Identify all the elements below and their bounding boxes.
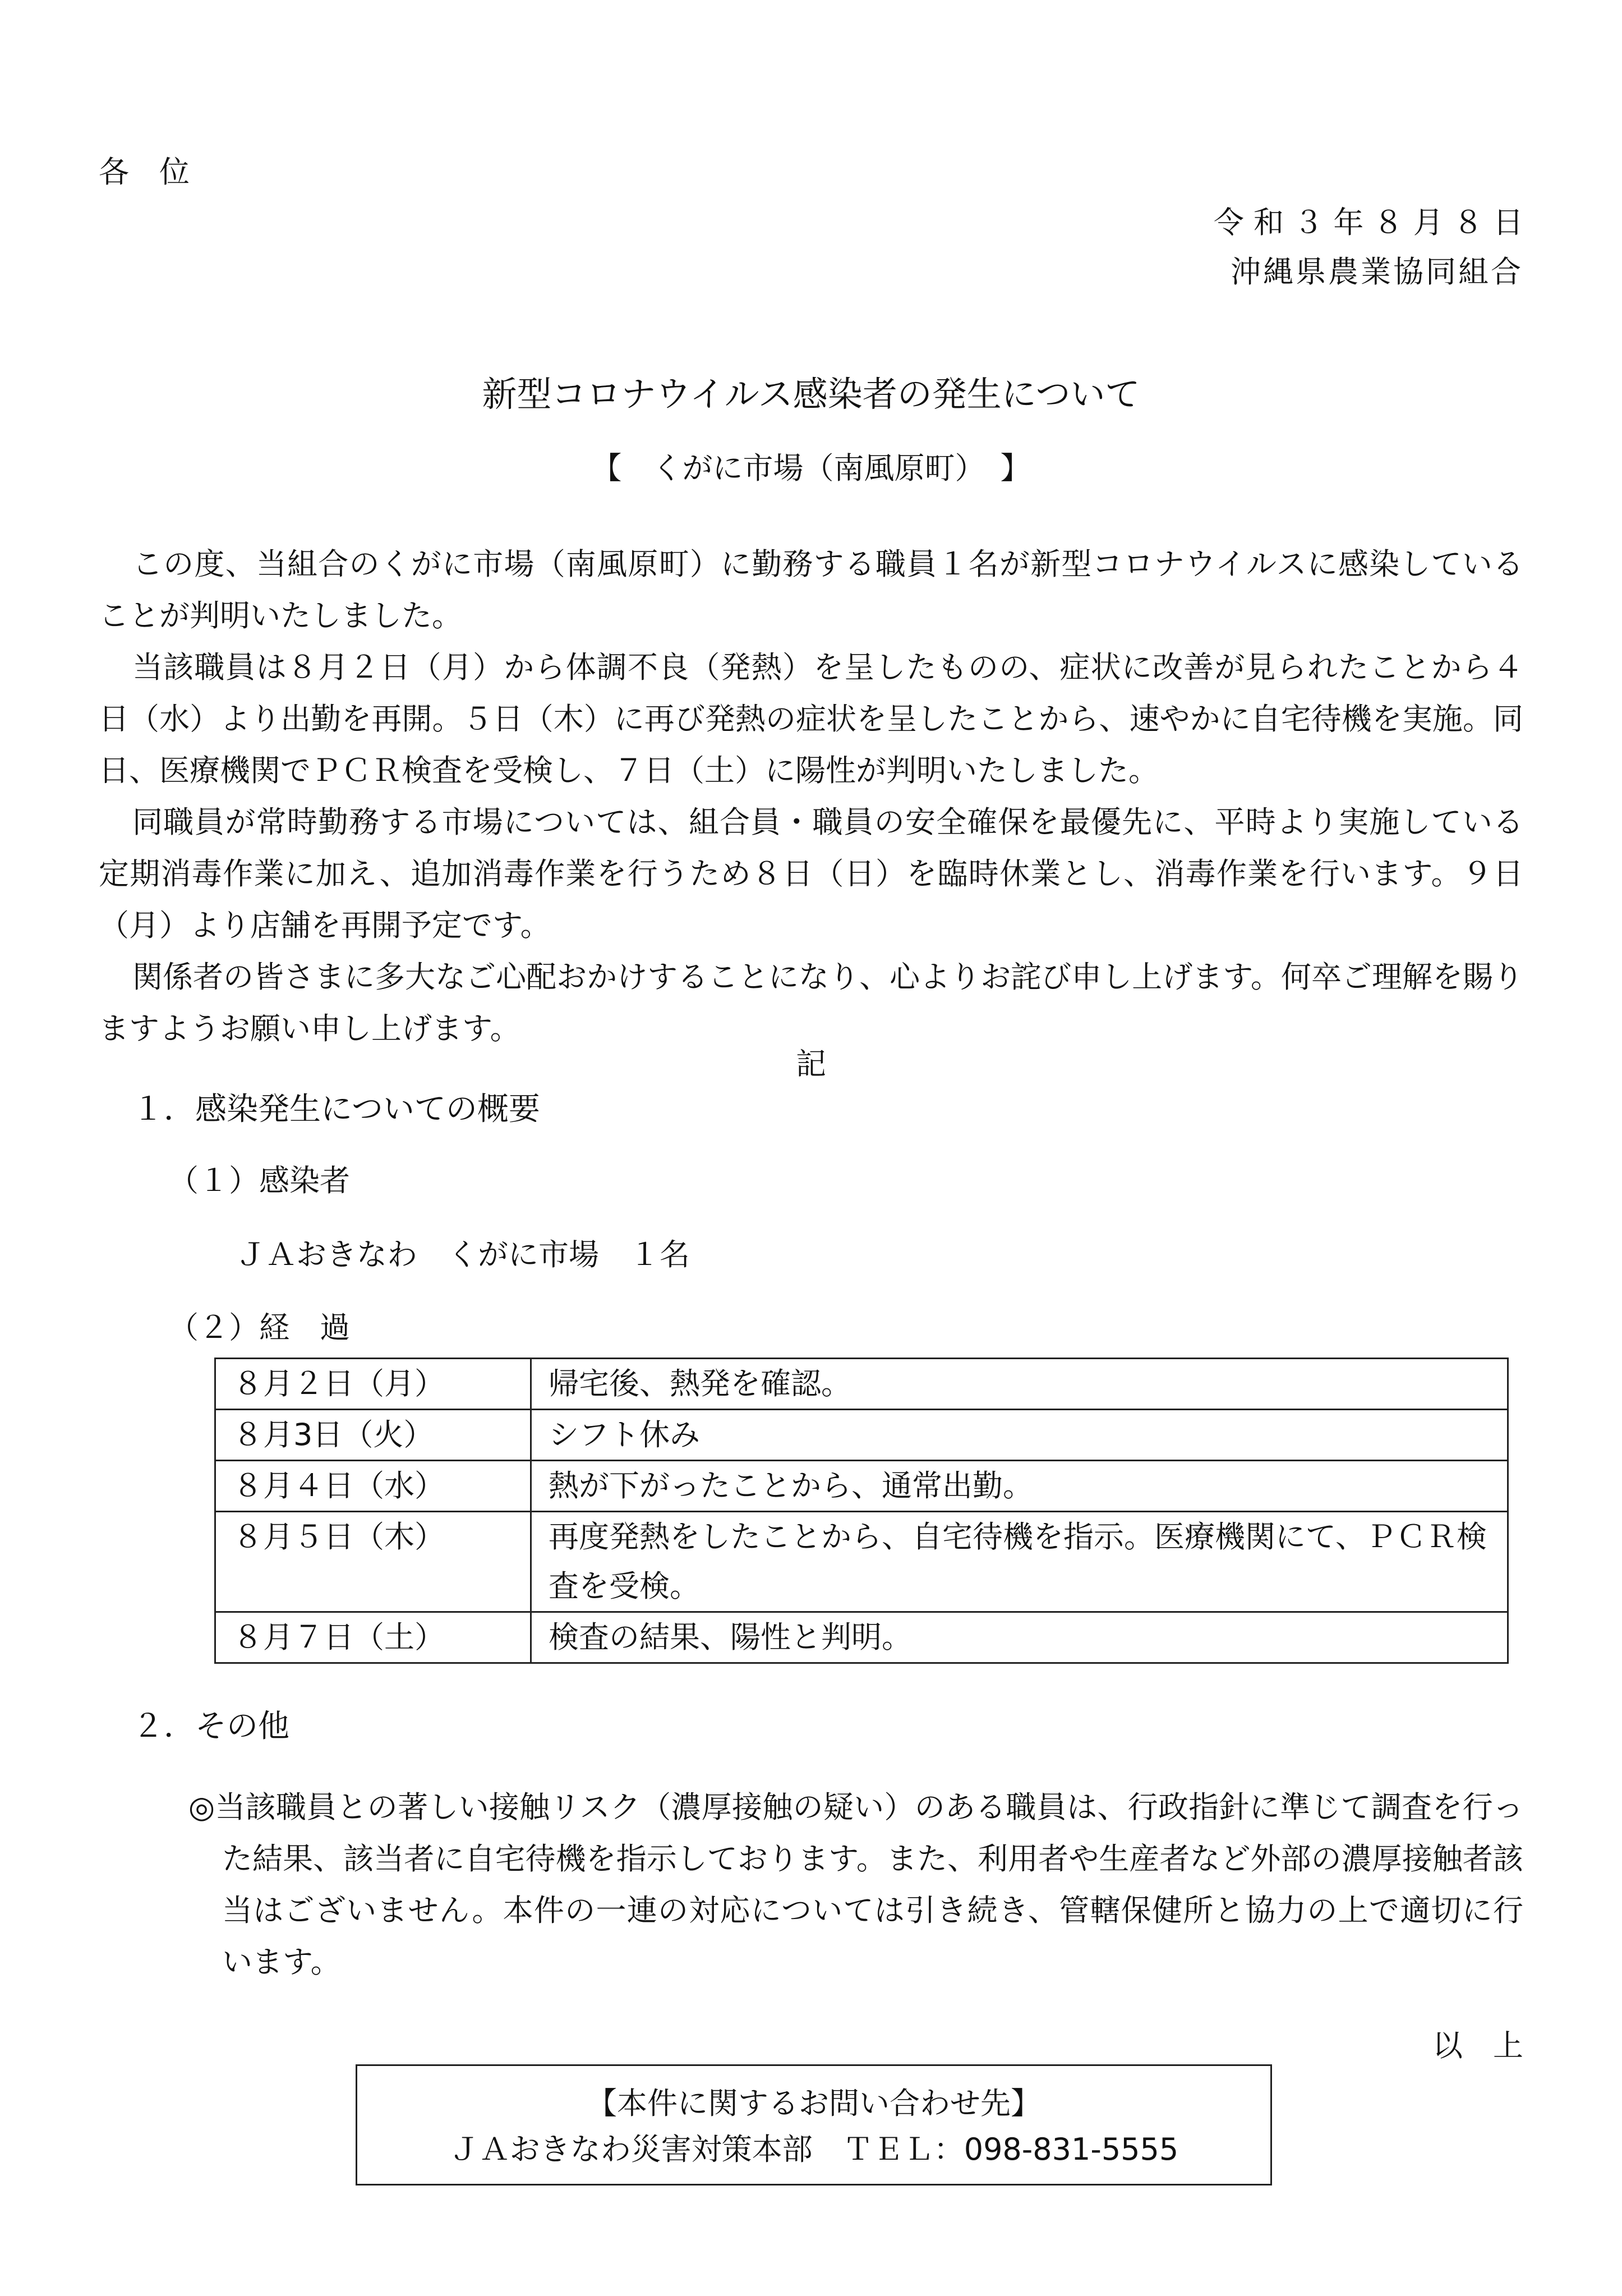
timeline-date: ８月５日（木） <box>215 1512 531 1612</box>
table-row <box>215 1612 1508 1663</box>
table-row <box>215 1512 1508 1612</box>
section1-sub1-value: ＪＡおきなわ くがに市場 １名 <box>236 1237 690 1272</box>
section1-sub1-label: （１）感染者 <box>168 1163 350 1198</box>
table-row <box>215 1461 1508 1512</box>
closing: 以 上 <box>1432 2028 1523 2063</box>
timeline-event: 再度発熱をしたことから、自宅待機を指示。医療機関にて、ＰＣＲ検査を受検。 <box>531 1512 1508 1612</box>
document-title: 新型コロナウイルス感染者の発生について <box>482 374 1140 415</box>
paragraph-3: 同職員が常時勤務する市場については、組合員・職員の安全確保を最優先に、平時より実施している定期消毒作業に加え、追加消毒作業を行うため８日（日）を臨時休業とし、消毒作業を行います。９日（月）より店舗を再開予定です。 <box>99 804 1523 943</box>
timeline-table <box>214 1358 1509 1664</box>
ki-mark: 記 <box>796 1046 826 1082</box>
section1-heading: １．感染発生についての概要 <box>132 1091 540 1128</box>
timeline-date: ８月７日（土） <box>215 1612 531 1663</box>
table-row <box>215 1359 1508 1410</box>
contact-heading: 【本件に関するお問い合わせ先】 <box>587 2086 1041 2121</box>
timeline-event: 帰宅後、熱発を確認。 <box>531 1359 1508 1410</box>
section2-body: ◎当該職員との著しい接触リスク（濃厚接触の疑い）のある職員は、行政指針に準じて調査を行った結果、該当者に自宅待機を指示しております。また、利用者や生産者など外部の濃厚接触者該当はございません。本件の一連の対応については引き続き、管轄保健所と協力の上で適切に行います。 <box>188 1789 1523 1980</box>
timeline-event: 熱が下がったことから、通常出勤。 <box>531 1461 1508 1512</box>
addressee: 各 位 <box>99 154 190 190</box>
paragraph-2: 当該職員は８月２日（月）から体調不良（発熱）を呈したものの、症状に改善が見られたことから４日（水）より出勤を再開。５日（木）に再び発熱の症状を呈したことから、速やかに自宅待機を実施。同日、医療機関でＰＣＲ検査を受検し、７日（土）に陽性が判明いたしました。 <box>99 650 1523 788</box>
timeline-event: 検査の結果、陽性と判明。 <box>531 1612 1508 1663</box>
section1-sub2-label: （２）経 過 <box>168 1310 350 1345</box>
timeline-date: ８月２日（月） <box>215 1359 531 1410</box>
organization-name: 沖縄県農業協同組合 <box>1231 254 1523 289</box>
timeline-event: シフト休み <box>531 1410 1508 1461</box>
timeline-date: ８月3日（火） <box>215 1410 531 1461</box>
contact-line: ＪＡおきなわ災害対策本部 ＴＥＬ：098-831-5555 <box>449 2132 1179 2167</box>
section2-heading: ２．その他 <box>132 1708 289 1745</box>
table-row <box>215 1410 1508 1461</box>
paragraph-1: この度、当組合のくがに市場（南風原町）に勤務する職員１名が新型コロナウイルスに感染していることが判明いたしました。 <box>99 546 1523 633</box>
document-date: 令 和 ３ 年 ８ 月 ８ 日 <box>1213 205 1523 240</box>
timeline-date: ８月４日（水） <box>215 1461 531 1512</box>
contact-box <box>356 2064 1272 2185</box>
paragraph-4: 関係者の皆さまに多大なご心配おかけすることになり、心よりお詫び申し上げます。何卒ご理解を賜りますようお願い申し上げます。 <box>99 959 1523 1046</box>
document-subtitle: 【 くがに市場（南風原町） 】 <box>591 450 1031 486</box>
